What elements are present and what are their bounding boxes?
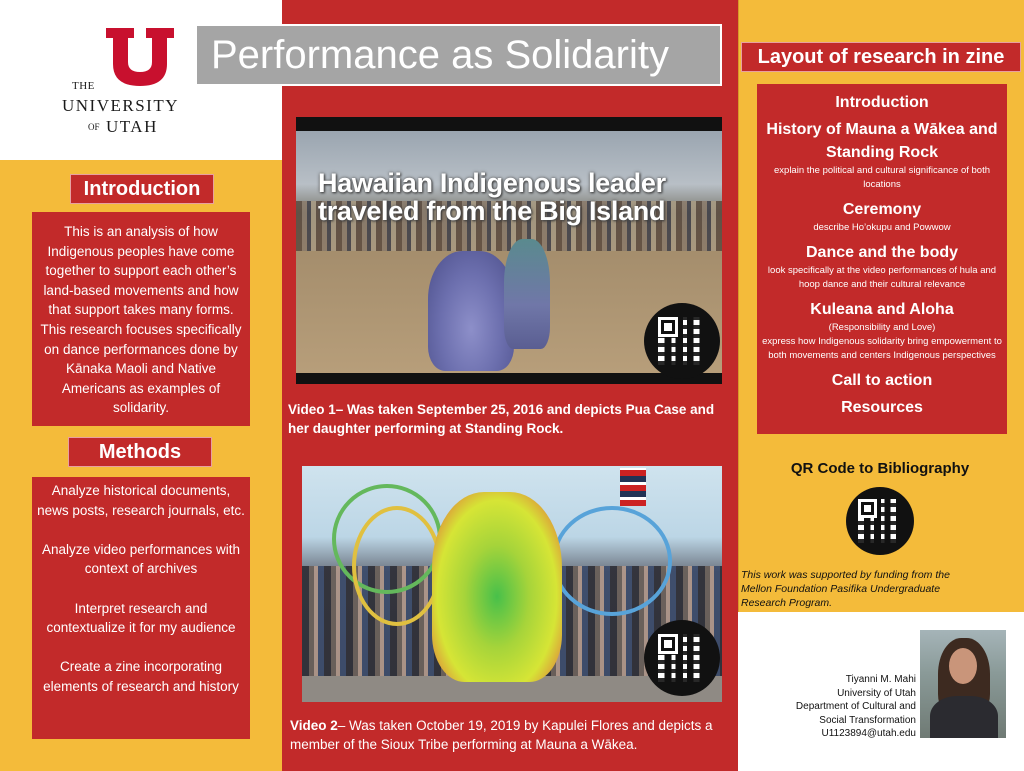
outline-ceremony: Ceremony (842, 201, 922, 218)
methods-list (32, 477, 250, 739)
outline-dance-sub: look specifically at the video performances of hula and hoop dance and their cultural relevance (767, 265, 997, 290)
video2-caption-label: Video 2 (290, 718, 338, 733)
outline-dance: Dance and the body (805, 244, 959, 261)
video2-caption (290, 716, 736, 754)
outline-ceremony-sub: describe Ho’okupu and Powwow (813, 222, 951, 233)
video2-qr-code-icon[interactable] (644, 620, 720, 696)
video2-dancer (432, 492, 562, 682)
methods-item: Analyze video performances with context of archives (41, 541, 241, 577)
introduction-heading: Introduction (70, 174, 214, 204)
university-u-logo-icon (104, 26, 176, 88)
author-dept: Social Transformation (819, 714, 916, 726)
video1-caption: Video 1– Was taken September 25, 2016 and depicts Pua Case and her daughter performing at Standing Rock. (288, 402, 715, 436)
outline-kuleana-sub: (Responsibility and Love) (828, 322, 936, 333)
university-utah: UTAH (106, 117, 158, 136)
outline-kuleana: Kuleana and Aloha (810, 301, 954, 318)
video1-qr-code-icon[interactable] (644, 303, 720, 379)
video1-letterbox-top (296, 117, 722, 131)
funding-note: This work was supported by funding from the Mellon Foundation Pasifika Undergraduate Research Program. (741, 569, 950, 609)
author-name: Tiyanni M. Mahi (845, 674, 916, 685)
video2-caption-text: – Was taken October 19, 2019 by Kapulei Flores and depicts a member of the Sioux Tribe performing at Mauna a Wākea. (290, 718, 713, 752)
layout-heading: Layout of research in zine (741, 42, 1021, 72)
video1-letterbox-bottom (296, 373, 722, 384)
video2-hoop (352, 506, 442, 626)
layout-outline (757, 84, 1007, 434)
methods-item: Analyze historical documents, news posts, research journals, etc. (37, 483, 245, 518)
author-info (760, 673, 916, 741)
methods-item: Interpret research and contextualize it for my audience (46, 600, 236, 636)
outline-introduction: Introduction (835, 94, 929, 111)
author-photo (920, 630, 1006, 738)
introduction-text: This is an analysis of how Indigenous peoples have come together to support each other’s land-based movements and how that support takes many forms. This research focuses specifically on dance performances done by Kānaka Maoli and Native Americans as examples of solidarity. (32, 212, 250, 426)
author-dept: Department of Cultural and (795, 701, 916, 713)
video2-hoop (552, 506, 672, 616)
outline-resources: Resources (841, 399, 923, 416)
bibliography-qr-code-icon[interactable] (846, 487, 914, 555)
video1-dancer (428, 251, 514, 371)
author-org: University of Utah (837, 687, 916, 699)
outline-history-sub: explain the political and cultural significance of both locations (774, 165, 990, 190)
author-id: U1123894@utah.edu (821, 728, 916, 740)
video1-overlay-text: Hawaiian Indigenous leader traveled from the Big Island (318, 168, 666, 226)
university-name: UNIVERSITY (62, 96, 179, 115)
hawaii-flag (620, 468, 646, 506)
methods-item: Create a zine incorporating elements of research and history (43, 659, 239, 694)
outline-history: History of Mauna a Wākea and Standing Rock (766, 121, 998, 161)
university-of: OF (88, 122, 100, 132)
poster-title: Performance as Solidarity (195, 24, 722, 86)
outline-kuleana-desc: express how Indigenous solidarity bring empowerment to both movements and centers Indigenous perspectives (762, 336, 1002, 361)
methods-heading: Methods (68, 437, 212, 467)
video1-dancer (504, 239, 550, 349)
outline-call-to-action: Call to action (831, 372, 933, 389)
university-the: THE (72, 80, 95, 92)
qr-bibliography-title: QR Code to Bibliography (790, 460, 970, 477)
